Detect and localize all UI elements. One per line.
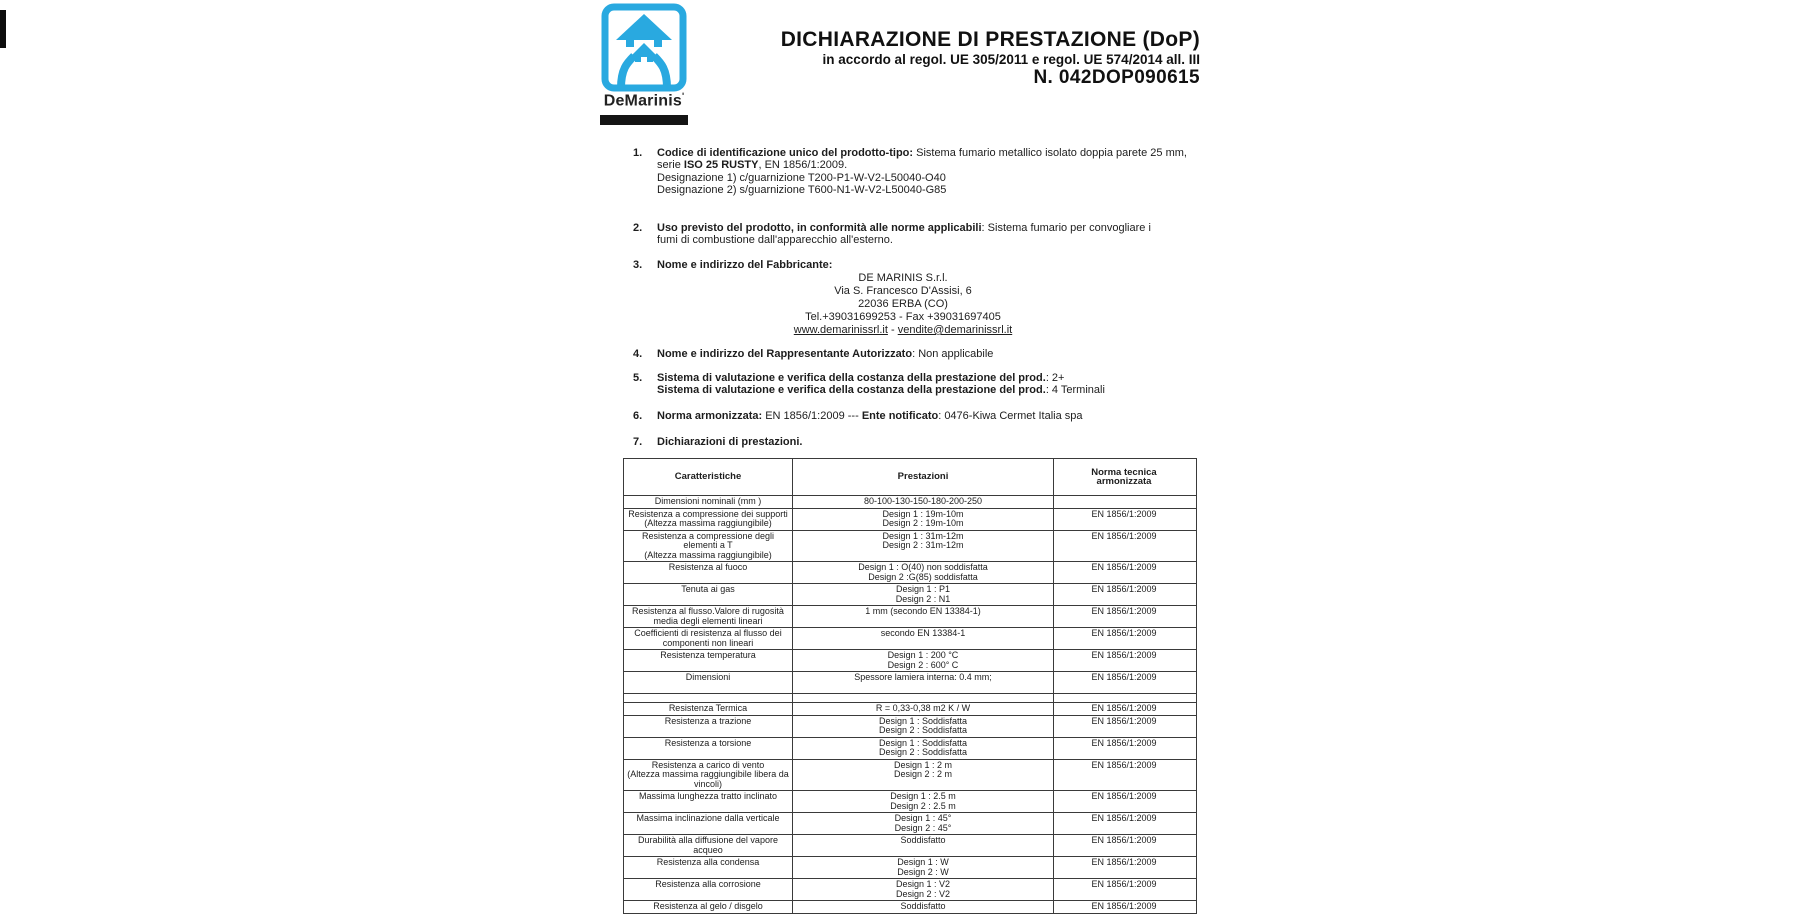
cell-caratteristiche: Resistenza a trazione [664, 715, 752, 726]
item-number: 6. [633, 410, 643, 422]
logo [600, 3, 688, 123]
cell-caratteristiche: Resistenza al fuoco [668, 562, 748, 572]
address-line: DE MARINIS S.r.l. [858, 272, 948, 284]
cell-norma: EN 1856/1:2009 [1053, 813, 1194, 834]
table-header-row [624, 459, 1196, 495]
cell-prestazioni: 80-100-130-150-180-200-250 [792, 496, 1053, 508]
cell-norma: EN 1856/1:2009 [1053, 628, 1194, 649]
address-line: Tel.+39031699253 - Fax +39031697405 [805, 311, 1001, 323]
address-line: 22036 ERBA (CO) [858, 298, 948, 310]
cell-caratteristiche: Tenuta ai gas [681, 584, 735, 594]
doc-subtitle: in accordo al regol. UE 305/2011 e regol. UE 574/2014 all. III [822, 52, 1200, 67]
cell-prestazioni: Design 1 : Soddisfatta Design 2 : Soddisfatta [792, 716, 1053, 737]
cell-caratteristiche: Coefficienti di resistenza al flusso dei componenti non lineari [634, 628, 782, 648]
manufacturer-address-block [623, 272, 1183, 337]
cell-norma [1053, 496, 1194, 508]
table-row [624, 759, 1196, 791]
table-row [624, 508, 1196, 530]
list-item-norma-armonizzata: 6. Norma armonizzata: EN 1856/1:2009 --- Ente notificato: 0476-Kiwa Cermet Italia spa [633, 410, 1083, 422]
designazione-1: Designazione 1) c/guarnizione T200-P1-W-V2-L50040-O40 [657, 171, 946, 184]
cell-norma: EN 1856/1:2009 [1053, 584, 1194, 605]
cell-prestazioni: Design 1 : W Design 2 : W [792, 857, 1053, 878]
cell-caratteristiche: Resistenza a carico di vento (Altezza massima raggiungibile libera da vincoli) [627, 759, 789, 789]
table-row [624, 856, 1196, 878]
cell-norma: EN 1856/1:2009 [1053, 716, 1194, 737]
cell-prestazioni: Design 1 : 45° Design 2 : 45° [792, 813, 1053, 834]
cell-prestazioni: secondo EN 13384-1 [792, 628, 1053, 649]
item-number: 3. [633, 259, 643, 271]
list-item-codice-identificazione: 1. Codice di identificazione unico del prodotto-tipo: Sistema fumario metallico isolato doppia parete 25 mm, serie ISO 25 RUSTY, EN 1856/1:2009. Designazione 1) c/guarnizione T200-P1-W-V2-L50040-O40 Designazione 2) s/guarnizione T600-N1-W-V2-L50040-G85 [657, 147, 1227, 197]
cell-caratteristiche: Massima lunghezza tratto inclinato [638, 791, 778, 801]
table-row [624, 649, 1196, 671]
item-number: 1. [633, 147, 643, 159]
doc-header [781, 28, 1200, 89]
cell-prestazioni: Design 1 : 31m-12m Design 2 : 31m-12m [792, 531, 1053, 562]
address-line: Via S. Francesco D'Assisi, 6 [834, 285, 972, 297]
list-item-fabbricante: 3. Nome e indirizzo del Fabbricante: [633, 259, 833, 271]
cell-caratteristiche: Durabilità alla diffusione del vapore acqueo [638, 835, 778, 855]
cell-norma: EN 1856/1:2009 [1053, 703, 1194, 715]
cell-prestazioni: Design 1 : P1 Design 2 : N1 [792, 584, 1053, 605]
cell-prestazioni: 1 mm (secondo EN 13384-1) [792, 606, 1053, 627]
table-row [624, 737, 1196, 759]
cell-norma: EN 1856/1:2009 [1053, 531, 1194, 562]
cell-prestazioni: Design 1 : 2.5 m Design 2 : 2.5 m [792, 791, 1053, 812]
table-row [624, 693, 1196, 702]
cell-prestazioni: Spessore lamiera interna: 0.4 mm; [792, 672, 1053, 693]
cell-caratteristiche: Resistenza a compressione degli elementi a T (Altezza massima raggiungibile) [641, 530, 775, 560]
cell-prestazioni: Design 1 : 2 m Design 2 : 2 m [792, 760, 1053, 791]
designazione-2: Designazione 2) s/guarnizione T600-N1-W-V2-L50040-G85 [657, 184, 947, 197]
chimney-logo-icon [600, 3, 688, 92]
list-item-sistema-valutazione: 5. Sistema di valutazione e verifica della costanza della prestazione del prod.: 2+ Sistema di valutazione e verifica della costanza della prestazione del prod.: 4 Terminali [633, 372, 1105, 397]
cell-prestazioni [792, 694, 1053, 702]
cell-norma: EN 1856/1:2009 [1053, 857, 1194, 878]
cell-prestazioni: Design 1 : 200 °C Design 2 : 600° C [792, 650, 1053, 671]
cell-norma: EN 1856/1:2009 [1053, 606, 1194, 627]
item-number: 2. [633, 222, 643, 234]
cell-caratteristiche: Resistenza al gelo / disgelo [653, 901, 763, 911]
table-row [624, 812, 1196, 834]
list-item-uso-previsto: 2. Uso previsto del prodotto, in conformità alle norme applicabili: Sistema fumario per convogliare i fumi di combustione dall'apparecchio all'esterno. [633, 222, 1151, 247]
cell-caratteristiche: Dimensioni [685, 672, 731, 682]
cell-caratteristiche: Resistenza alla corrosione [655, 879, 761, 889]
cell-norma: EN 1856/1:2009 [1053, 509, 1194, 530]
cell-norma: EN 1856/1:2009 [1053, 672, 1194, 693]
table-row [624, 583, 1196, 605]
brand-mark: ʹ [681, 91, 685, 101]
cell-prestazioni: Design 1 : 19m-10m Design 2 : 19m-10m [792, 509, 1053, 530]
cell-norma: EN 1856/1:2009 [1053, 738, 1194, 759]
address-line-links: www.demarinissrl.it - vendite@demarinissrl.it [793, 324, 1013, 336]
cell-prestazioni: R = 0,33-0,38 m2 K / W [792, 703, 1053, 715]
cell-norma [1053, 694, 1194, 702]
table-row [624, 671, 1196, 693]
cell-prestazioni: Soddisfatto [792, 901, 1053, 913]
cell-prestazioni: Design 1 : O(40) non soddisfatta Design 2 :G(85) soddisfatta [792, 562, 1053, 583]
cell-caratteristiche: Resistenza a torsione [664, 737, 752, 748]
cell-norma: EN 1856/1:2009 [1053, 901, 1194, 913]
website-link[interactable]: www.demarinissrl.it [793, 324, 888, 336]
cell-prestazioni: Design 1 : V2 Design 2 : V2 [792, 879, 1053, 900]
table-row [624, 627, 1196, 649]
table-row [624, 715, 1196, 737]
table-header-prestazioni: Prestazioni [792, 459, 1053, 495]
table-body [624, 495, 1196, 913]
table-row [624, 530, 1196, 562]
table-row [624, 900, 1196, 913]
cell-caratteristiche: Resistenza a compressione dei supporti (Altezza massima raggiungibile) [628, 508, 788, 528]
email-link[interactable]: vendite@demarinissrl.it [897, 324, 1013, 336]
cell-caratteristiche: Dimensioni nominali (mm ) [654, 496, 762, 506]
table-header-norma: Norma tecnica armonizzata [1053, 459, 1194, 495]
cell-norma: EN 1856/1:2009 [1053, 879, 1194, 900]
cell-prestazioni: Soddisfatto [792, 835, 1053, 856]
cell-norma: EN 1856/1:2009 [1053, 562, 1194, 583]
performance-table [623, 458, 1197, 914]
doc-number: N. 042DOP090615 [1033, 67, 1200, 88]
table-row [624, 605, 1196, 627]
table-row [624, 495, 1196, 508]
cell-caratteristiche: Resistenza Termica [668, 703, 748, 713]
item-number: 5. [633, 372, 643, 384]
item-number: 4. [633, 348, 643, 360]
cell-caratteristiche: Resistenza temperatura [660, 650, 756, 660]
table-row [624, 702, 1196, 715]
cell-caratteristiche: Resistenza al flusso.Valore di rugosità media degli elementi lineari [632, 606, 784, 626]
table-row [624, 790, 1196, 812]
table-header-caratteristiche: Caratteristiche [674, 471, 742, 483]
cell-caratteristiche [624, 694, 792, 702]
cell-norma: EN 1856/1:2009 [1053, 760, 1194, 791]
table-row [624, 878, 1196, 900]
cell-caratteristiche: Massima inclinazione dalla verticale [636, 813, 780, 823]
brand-bar [600, 115, 688, 125]
table-row [624, 561, 1196, 583]
cell-norma: EN 1856/1:2009 [1053, 835, 1194, 856]
list-item-dichiarazioni: 7. Dichiarazioni di prestazioni. [633, 436, 803, 448]
cell-caratteristiche: Resistenza alla condensa [656, 857, 760, 867]
doc-title: DICHIARAZIONE DI PRESTAZIONE (DoP) [780, 28, 1200, 51]
scan-artifact [0, 10, 6, 48]
cell-norma: EN 1856/1:2009 [1053, 791, 1194, 812]
cell-prestazioni: Design 1 : Soddisfatta Design 2 : Soddisfatta [792, 738, 1053, 759]
table-row [624, 834, 1196, 856]
item-number: 7. [633, 436, 643, 448]
cell-norma: EN 1856/1:2009 [1053, 650, 1194, 671]
brand-wordmark: DeMarinis$^ʹ$ [603, 91, 685, 110]
list-item-rappresentante: 4. Nome e indirizzo del Rappresentante Autorizzato: Non applicabile [633, 348, 994, 360]
